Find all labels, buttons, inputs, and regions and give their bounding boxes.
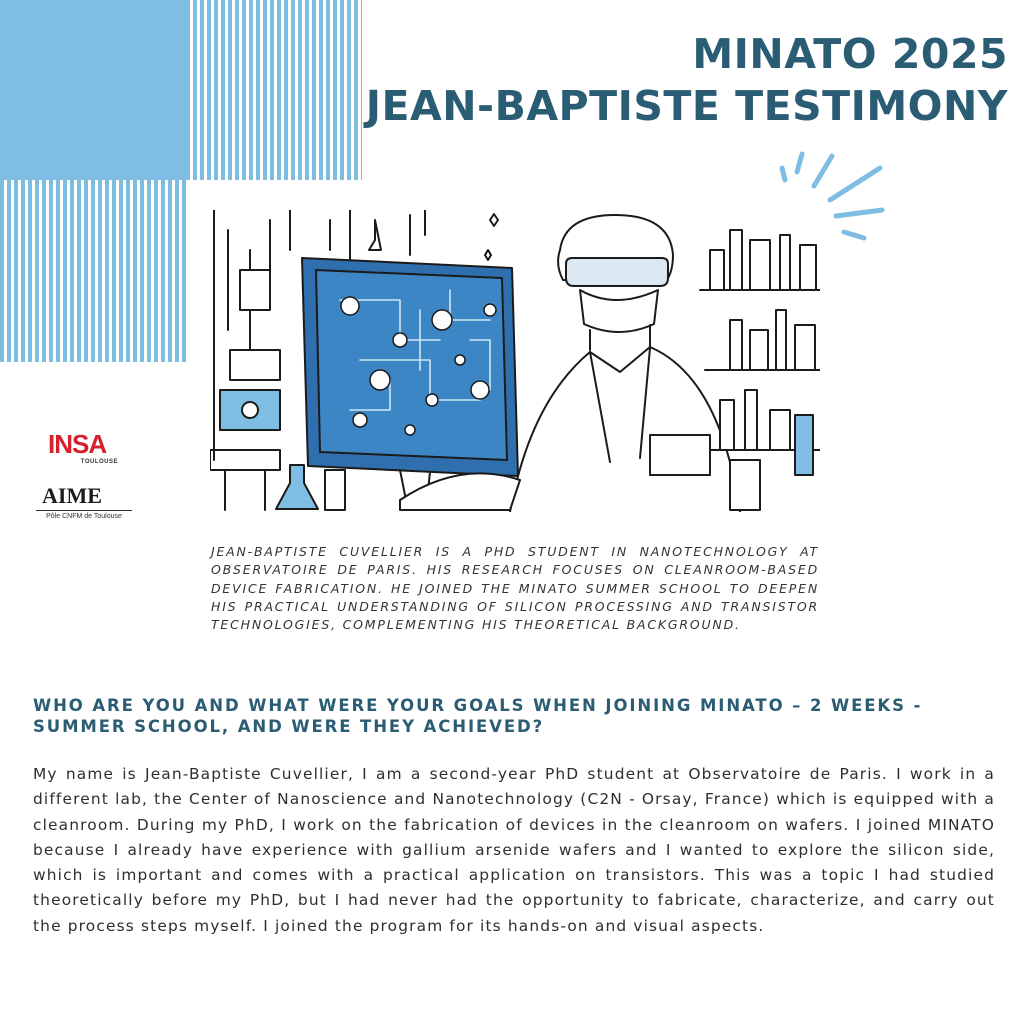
- aime-logo: [36, 484, 132, 520]
- insa-logo-text: INSA: [48, 429, 107, 459]
- decorative-stripes-top: [186, 0, 362, 180]
- decorative-blue-block: [0, 0, 186, 180]
- question-heading: WHO ARE YOU AND WHAT WERE YOUR GOALS WHEN JOINING MINATO – 2 WEEKS - SUMMER SCHOOL, AND WERE THEY ACHIEVED?: [33, 696, 923, 736]
- intro-paragraph: JEAN-BAPTISTE CUVELLIER IS A PHD STUDENT IN NANOTECHNOLOGY AT OBSERVATOIRE DE PARIS. HIS RESEARCH FOCUSES ON CLEANROOM-BASED DEVICE FABRICATION. HE JOINED THE MINATO SUMMER SCHOOL TO DEEPEN HIS PRACTICAL UNDERSTANDING OF SILICON PROCESSING AND TRANSISTOR TECHNOLOGIES, COMPLEMENTING HIS THEORETICAL BACKGROUND.: [211, 544, 819, 633]
- insa-logo: [48, 430, 118, 465]
- aime-logo-text: AIME: [42, 483, 102, 508]
- page-title: [366, 28, 1008, 132]
- scientist-in-lab-illustration: [210, 210, 820, 512]
- answer-paragraph: My name is Jean-Baptiste Cuvellier, I am a second-year PhD student at Observatoire de Paris. I work in a different lab, the Center of Nanoscience and Nanotechnology (C2N - Orsay, France) which is equipped with a cleanroom. During my PhD, I work on the fabrication of devices in the cleanroom on wafers. I joined MINATO because I already have experience with gallium arsenide wafers and I wanted to explore the silicon side, which is important and comes with a practical application on transistors. This was a topic I had studied theoretically before my PhD, but I had never had the opportunity to fabricate, characterize, and carry out the process steps myself. I joined the program for its hands-on and visual aspects.: [33, 765, 995, 935]
- aime-logo-subtitle: Pôle CNFM de Toulouse: [36, 510, 132, 520]
- title-line-2: JEAN-BAPTISTE TESTIMONY: [365, 82, 1008, 130]
- decorative-stripes-left: [0, 180, 186, 362]
- title-line-1: MINATO 2025: [692, 30, 1008, 78]
- insa-logo-subtitle: TOULOUSE: [80, 459, 118, 465]
